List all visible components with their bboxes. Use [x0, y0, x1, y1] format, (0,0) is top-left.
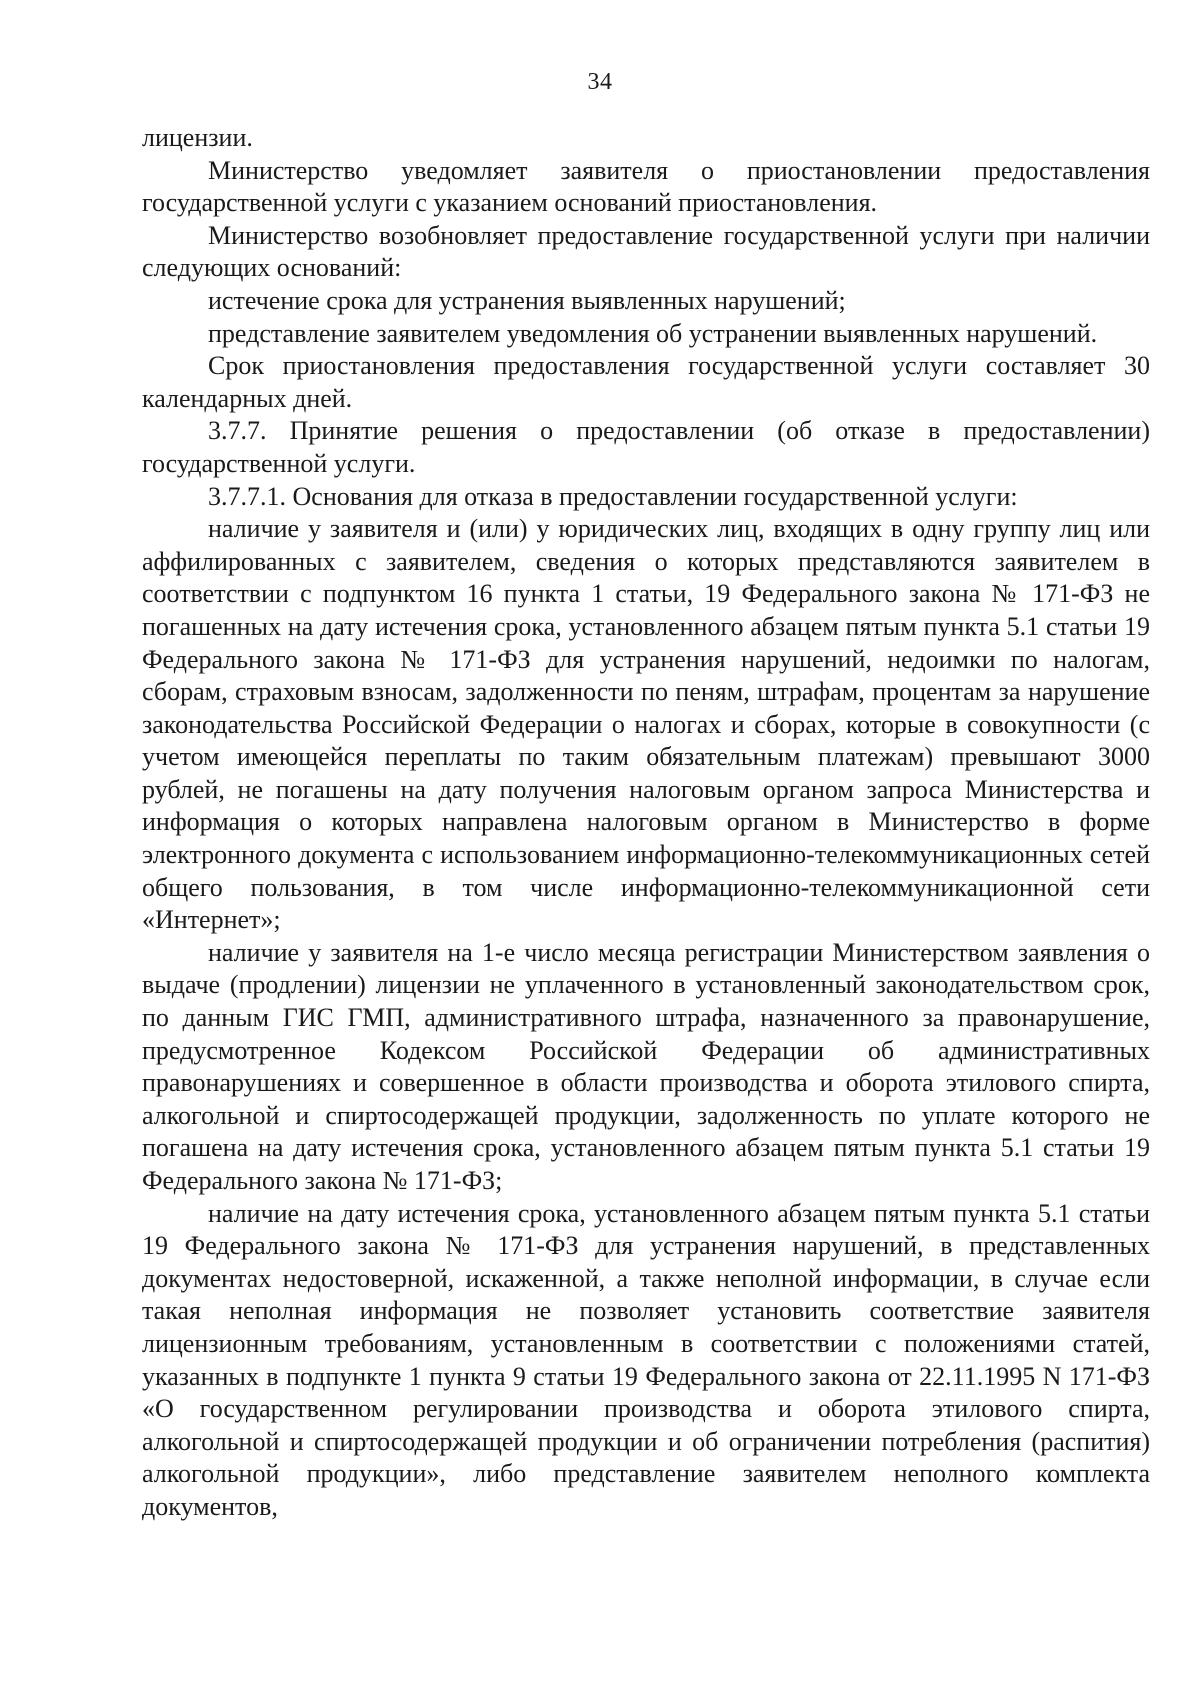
paragraph-ground-tax-arrears: наличие у заявителя и (или) у юридических лиц, входящих в одну группу лиц или аффилированных с заявителем, сведения о которых представляются заявителем в соответствии с подпунктом 16 пункта 1 статьи, 19 Федерального закона № 171-ФЗ не погашенных на дату истечения срока, установленного абзацем пятым пункта 5.1 статьи 19 Федерального закона № 171-ФЗ для устранения нарушений, недоимки по налогам, сборам, страховым взносам, задолженности по пеням, штрафам, процентам за нарушение законодательства Российской Федерации о налогах и сборах, которые в совокупности (с учетом имеющейся переплаты по таким обязательным платежам) превышают 3000 рублей, не погашены на дату получения налоговым органом запроса Министерства и информация о которых направлена налоговым органом в Министерство в форме электронного документа с использованием информационно-телекоммуникационных сетей общего пользования, в том числе информационно-телекоммуникационной сети «Интернет»;: [142, 514, 1150, 935]
paragraph-suspension-term: Срок приостановления предоставления государственной услуги составляет 30 календарных дней.: [142, 351, 1150, 413]
paragraph-ground-false-information: наличие на дату истечения срока, установленного абзацем пятым пункта 5.1 статьи 19 Федерального закона № 171-ФЗ для устранения нарушений, в представленных документах недостоверной, искаженной, а также неполной информации, в случае если такая неполная информация не позволяет установить соответствие заявителя лицензионным требованиям, установленным в соответствии с положениями статей, указанных в подпункте 1 пункта 9 статьи 19 Федерального закона от 22.11.1995 N 171-ФЗ «О государственном регулировании производства и оборота этилового спирта, алкогольной и спиртосодержащей продукции и об ограничении потребления (распития) алкогольной продукции», либо представление заявителем неполного комплекта документов,: [142, 1198, 1150, 1521]
paragraph-section-3-7-7-1: 3.7.7.1. Основания для отказа в предоставлении государственной услуги:: [208, 481, 1018, 511]
paragraph-ground-unpaid-fine: наличие у заявителя на 1-е число месяца регистрации Министерством заявления о выдаче (продлении) лицензии не уплаченного в установленный законодательством срок, по данным ГИС ГМП, административного штрафа, назначенного за правонарушение, предусмотренное Кодексом Российской Федерации об административных правонарушениях и совершенное в области производства и оборота этилового спирта, алкогольной и спиртосодержащей продукции, задолженность по уплате которого не погашена на дату истечения срока, установленного абзацем пятым пункта 5.1 статьи 19 Федерального закона № 171-ФЗ;: [142, 937, 1150, 1195]
paragraph-suspension-notice: Министерство уведомляет заявителя о приостановлении предоставления государственной услуги с указанием оснований приостановления.: [142, 155, 1150, 218]
paragraph-section-3-7-7: 3.7.7. Принятие решения о предоставлении (об отказе в предоставлении) государственной услуги.: [142, 416, 1150, 478]
paragraph-resumption-grounds: Министерство возобновляет предоставление государственной услуги при наличии следующих оснований:: [142, 220, 1150, 283]
paragraph-ground-notice-of-correction: представление заявителем уведомления об устранении выявленных нарушений.: [208, 318, 1098, 348]
body-text: [142, 122, 1150, 1524]
paragraph-ground-deadline-expiry: истечение срока для устранения выявленных нарушений;: [208, 285, 846, 315]
page-number: 34: [587, 69, 613, 95]
paragraph-continuation: лицензии.: [142, 123, 253, 152]
